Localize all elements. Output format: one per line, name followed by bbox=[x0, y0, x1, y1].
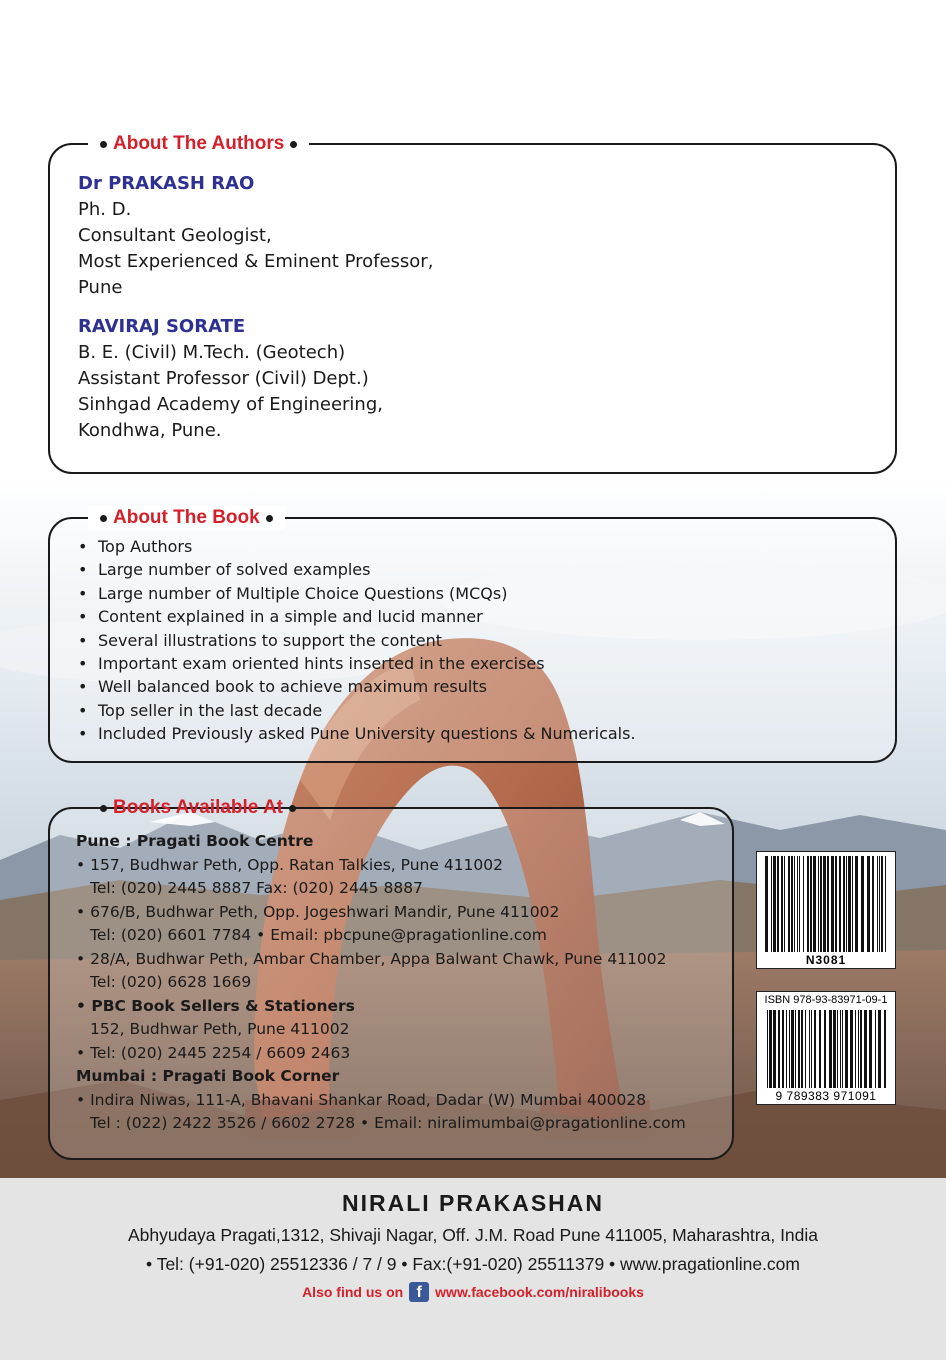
barcode-bar bbox=[879, 856, 880, 952]
barcode-bar bbox=[850, 1010, 853, 1088]
barcode-bar bbox=[831, 856, 834, 952]
barcode-bar bbox=[872, 856, 874, 952]
list-item: • Well balanced book to achieve maximum results bbox=[78, 675, 636, 698]
list-item: • Top Authors bbox=[78, 535, 636, 558]
store-contact: Tel: (020) 2445 8887 Fax: (020) 2445 8887 bbox=[90, 879, 423, 897]
bullet: • bbox=[76, 1043, 86, 1062]
barcode-bar bbox=[798, 1010, 800, 1088]
barcode-bar bbox=[814, 1010, 816, 1088]
barcode-bar bbox=[799, 856, 800, 952]
barcode-bar bbox=[784, 856, 785, 952]
publisher-footer bbox=[0, 1178, 946, 1360]
barcode-bar bbox=[795, 1010, 796, 1088]
barcode-bar bbox=[867, 856, 870, 952]
barcode-bar bbox=[807, 856, 809, 952]
store-address bbox=[76, 1089, 686, 1113]
barcode-bar bbox=[827, 856, 829, 952]
barcode-bar bbox=[885, 856, 886, 952]
barcode-bar bbox=[791, 856, 793, 952]
barcode-bar bbox=[875, 1010, 876, 1088]
barcode-bar bbox=[843, 856, 845, 952]
barcode-bar bbox=[782, 1010, 784, 1088]
barcode-bar bbox=[855, 856, 858, 952]
barcode-bar bbox=[794, 856, 795, 952]
product-barcode bbox=[756, 851, 896, 969]
barcode-bar bbox=[797, 856, 798, 952]
isbn-digits: 9 789383 971091 bbox=[775, 1089, 877, 1103]
barcode-bar bbox=[860, 1010, 862, 1088]
features-list bbox=[78, 535, 636, 746]
book-heading: About The Book bbox=[113, 507, 260, 528]
availability-heading-wrap bbox=[88, 796, 308, 820]
barcode-bar bbox=[869, 1010, 872, 1088]
address-text: 157, Budhwar Peth, Opp. Ratan Talkies, Pune 411002 bbox=[90, 855, 504, 874]
store-name: PBC Book Sellers & Stationers bbox=[91, 996, 355, 1015]
barcode-bar bbox=[778, 1010, 780, 1088]
authors-heading-wrap bbox=[88, 132, 309, 156]
author-name: Dr PRAKASH RAO bbox=[78, 173, 255, 194]
list-item: • Large number of Multiple Choice Questions (MCQs) bbox=[78, 582, 636, 605]
author-credential: Assistant Professor (Civil) Dept.) bbox=[78, 368, 369, 389]
barcode-bar bbox=[837, 1010, 838, 1088]
list-item: • Several illustrations to support the content bbox=[78, 629, 636, 652]
barcode-bar bbox=[765, 856, 768, 952]
barcode-bar bbox=[824, 1010, 826, 1088]
barcode-bar bbox=[767, 1010, 768, 1088]
author-credential: Ph. D. bbox=[78, 199, 132, 220]
list-item: • Top seller in the last decade bbox=[78, 699, 636, 722]
barcode-bar bbox=[810, 856, 812, 952]
barcode-bar bbox=[803, 856, 804, 952]
barcode-bar bbox=[878, 1010, 881, 1088]
barcode-bar bbox=[846, 856, 847, 952]
heading-dot-left bbox=[100, 805, 107, 812]
social-link-row bbox=[0, 1282, 946, 1302]
publisher-contact: • Tel: (+91-020) 25512336 / 7 / 9 • Fax:(+91-020) 25511379 • www.pragationline.com bbox=[146, 1254, 800, 1274]
store-address: 152, Budhwar Peth, Pune 411002 bbox=[90, 1020, 350, 1038]
barcode-bar bbox=[835, 856, 837, 952]
barcode-bar bbox=[777, 856, 779, 952]
availability-panel bbox=[48, 797, 734, 1160]
publisher-name: NIRALI PRAKASHAN bbox=[342, 1190, 604, 1216]
list-item: • Large number of solved examples bbox=[78, 558, 636, 581]
barcode-bar bbox=[884, 1010, 886, 1088]
barcode-bar bbox=[881, 856, 883, 952]
barcode-bar bbox=[842, 1010, 843, 1088]
contact-text: Tel: (020) 2445 2254 / 6609 2463 bbox=[90, 1043, 351, 1062]
bullet: • bbox=[76, 996, 86, 1015]
authors-heading: About The Authors bbox=[113, 133, 285, 154]
isbn-barcode bbox=[756, 991, 896, 1105]
barcode-bar bbox=[848, 856, 851, 952]
author-credential: Consultant Geologist, bbox=[78, 225, 272, 246]
barcode-bar bbox=[769, 1010, 772, 1088]
author-name: RAVIRAJ SORATE bbox=[78, 316, 246, 337]
barcode-bar bbox=[829, 1010, 832, 1088]
store-address bbox=[76, 948, 686, 972]
barcode-bar bbox=[855, 1010, 856, 1088]
barcode-bar bbox=[786, 1010, 787, 1088]
store-address bbox=[76, 901, 686, 925]
barcode-code: N3081 bbox=[805, 953, 847, 967]
barcode-bar bbox=[781, 856, 783, 952]
barcode-bar bbox=[811, 1010, 812, 1088]
barcode-bar bbox=[820, 856, 822, 952]
bullet: • bbox=[76, 1090, 86, 1109]
publisher-address: Abhyudaya Pragati,1312, Shivaji Nagar, Off. J.M. Road Pune 411005, Maharashtra, India bbox=[127, 1225, 819, 1245]
list-item: • Content explained in a simple and lucid manner bbox=[78, 605, 636, 628]
barcode-bar bbox=[771, 856, 772, 952]
barcode-bar bbox=[819, 1010, 821, 1088]
barcode-bar bbox=[845, 1010, 848, 1088]
store-title bbox=[76, 995, 686, 1019]
list-item: • Important exam oriented hints inserted in the exercises bbox=[78, 652, 636, 675]
bullet: • bbox=[76, 949, 86, 968]
barcode-bar bbox=[864, 1010, 867, 1088]
authors-list bbox=[78, 171, 433, 444]
barcode-bar bbox=[839, 856, 841, 952]
author-credential: Sinhgad Academy of Engineering, bbox=[78, 394, 383, 415]
facebook-icon: f bbox=[409, 1282, 429, 1302]
book-features-panel bbox=[48, 507, 897, 763]
stores-list bbox=[76, 830, 686, 1136]
list-item: • Included Previously asked Pune University questions & Numericals. bbox=[78, 722, 636, 745]
store-contact: Tel: (020) 6628 1669 bbox=[90, 973, 252, 991]
heading-dot-left bbox=[100, 515, 107, 522]
barcode-bar bbox=[789, 1010, 790, 1088]
barcode-bar bbox=[805, 1010, 806, 1088]
book-heading-wrap bbox=[88, 506, 285, 530]
barcode-bar bbox=[773, 1010, 776, 1088]
barcode-bar bbox=[852, 856, 853, 952]
authors-panel bbox=[48, 133, 897, 474]
barcode-bar bbox=[861, 856, 864, 952]
heading-dot-right bbox=[289, 805, 296, 812]
social-prefix: Also find us on bbox=[302, 1284, 404, 1300]
store-contact bbox=[76, 1042, 686, 1066]
bullet: • bbox=[76, 902, 86, 921]
heading-dot-right bbox=[290, 141, 297, 148]
author-credential: Most Experienced & Eminent Professor, bbox=[78, 251, 434, 272]
barcode-bar bbox=[791, 1010, 794, 1088]
author-credential: B. E. (Civil) M.Tech. (Geotech) bbox=[78, 342, 346, 363]
store-address bbox=[76, 854, 686, 878]
store-title: Pune : Pragati Book Centre bbox=[76, 832, 314, 850]
facebook-link[interactable]: www.facebook.com/niralibooks bbox=[435, 1284, 644, 1300]
barcode-bar bbox=[809, 1010, 810, 1088]
barcode-bar bbox=[801, 1010, 803, 1088]
heading-dot-left bbox=[100, 141, 107, 148]
isbn-label: ISBN 978-93-83971-09-1 bbox=[764, 994, 888, 1006]
address-text: 28/A, Budhwar Peth, Ambar Chamber, Appa Balwant Chawk, Pune 411002 bbox=[90, 949, 667, 968]
bullet: • bbox=[76, 855, 86, 874]
address-text: 676/B, Budhwar Peth, Opp. Jogeshwari Mandir, Pune 411002 bbox=[90, 902, 560, 921]
barcode-bar bbox=[858, 1010, 859, 1088]
barcode-bar bbox=[823, 856, 826, 952]
barcode-bar bbox=[840, 1010, 841, 1088]
author-credential: Pune bbox=[78, 277, 123, 298]
barcode-bar bbox=[773, 856, 776, 952]
store-title: Mumbai : Pragati Book Corner bbox=[76, 1067, 340, 1085]
availability-heading: Books Available At bbox=[113, 797, 283, 818]
barcode-bar bbox=[788, 856, 790, 952]
isbn-bars bbox=[767, 1010, 887, 1088]
store-contact: Tel : (022) 2422 3526 / 6602 2728 • Email: niralimumbai@pragationline.com bbox=[90, 1114, 686, 1132]
barcode-bar bbox=[818, 856, 819, 952]
heading-dot-right bbox=[266, 515, 273, 522]
barcode-bars bbox=[765, 856, 887, 952]
barcode-bar bbox=[813, 856, 816, 952]
address-text: Indira Niwas, 111-A, Bhavani Shankar Road, Dadar (W) Mumbai 400028 bbox=[90, 1090, 647, 1109]
barcode-bar bbox=[833, 1010, 836, 1088]
store-contact: Tel: (020) 6601 7784 • Email: pbcpune@pragationline.com bbox=[90, 926, 547, 944]
author-credential: Kondhwa, Pune. bbox=[78, 420, 222, 441]
barcode-bar bbox=[877, 856, 878, 952]
